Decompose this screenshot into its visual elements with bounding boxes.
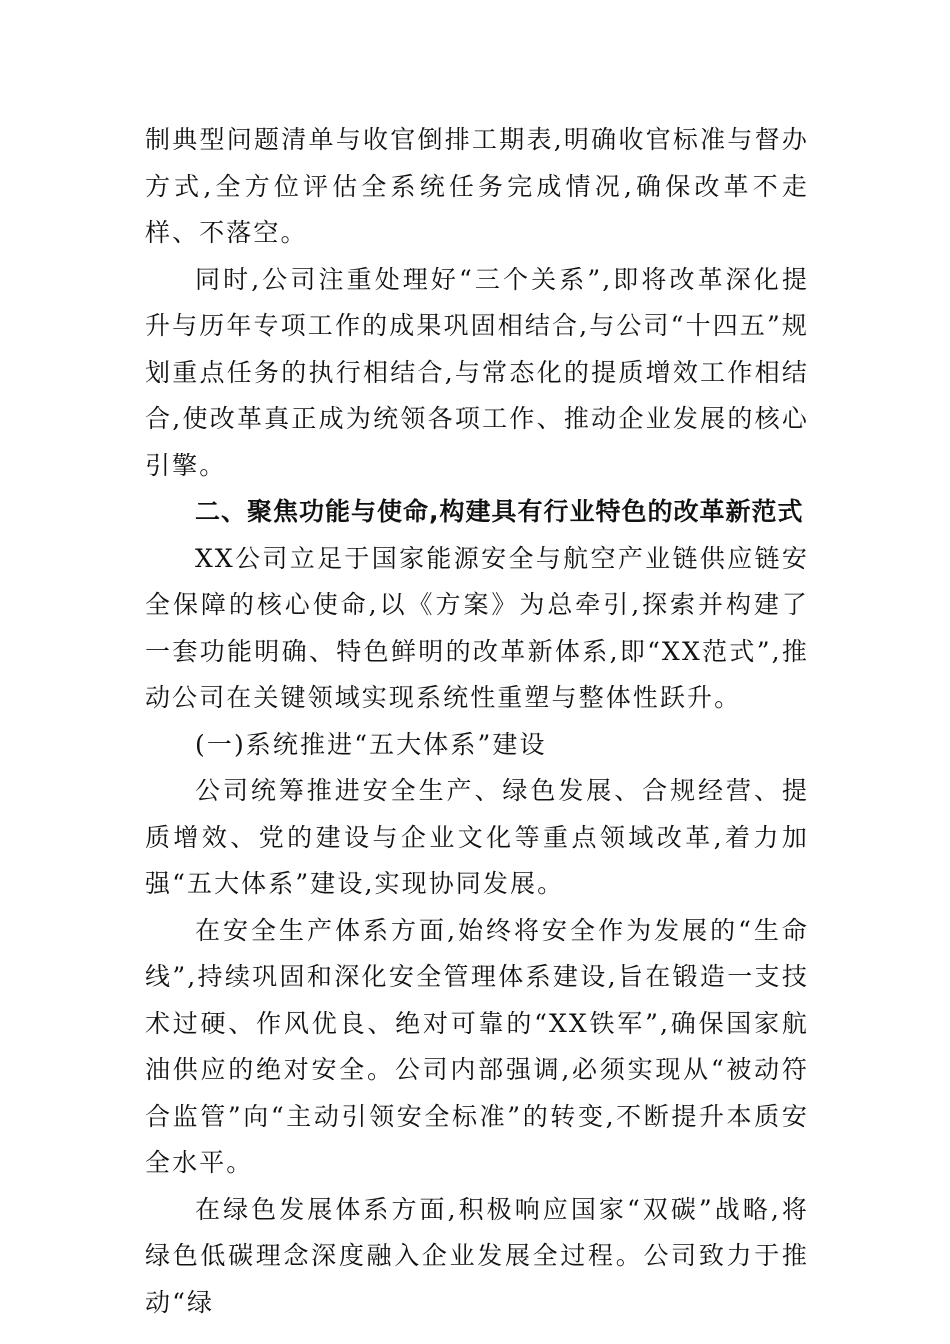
- paragraph-continuation: 制典型问题清单与收官倒排工期表,明确收官标准与督办方式,全方位评估全系统任务完成情况,确保改革不走样、不落空。: [145, 125, 809, 247]
- paragraph-safety-system: 在安全生产体系方面,始终将安全作为发展的“生命线”,持续巩固和深化安全管理体系建设,旨在锻造一支技术过硬、作风优良、绝对可靠的“XX铁军”,确保国家航油供应的绝对安全。公司内部强调,必须实现从“被动符合监管”向“主动引领安全标准”的转变,不断提升本质安全水平。: [145, 915, 809, 1177]
- paragraph-five-systems: 公司统筹推进安全生产、绿色发展、合规经营、提质增效、党的建设与企业文化等重点领域改革,着力加强“五大体系”建设,实现协同发展。: [145, 776, 809, 898]
- paragraph-three-relations: 同时,公司注重处理好“三个关系”,即将改革深化提升与历年专项工作的成果巩固相结合,与公司“十四五”规划重点任务的执行相结合,与常态化的提质增效工作相结合,使改革真正成为统领各项工作、推动企业发展的核心引擎。: [145, 264, 809, 480]
- document-body: [145, 117, 809, 1326]
- paragraph-green-system: 在绿色发展体系方面,积极响应国家“双碳”战略,将绿色低碳理念深度融入企业发展全过程。公司致力于推动“绿: [145, 1194, 809, 1317]
- subsection-heading-1: (一)系统推进“五大体系”建设: [195, 729, 547, 759]
- paragraph-xx-paradigm: XX公司立足于国家能源安全与航空产业链供应链安全保障的核心使命,以《方案》为总牵引,探索并构建了一套功能明确、特色鲜明的改革新体系,即“XX范式”,推动公司在关键领域实现系统性重塑与整体性跃升。: [145, 543, 809, 712]
- section-heading-2: 二、聚焦功能与使命,构建具有行业特色的改革新范式: [195, 497, 804, 526]
